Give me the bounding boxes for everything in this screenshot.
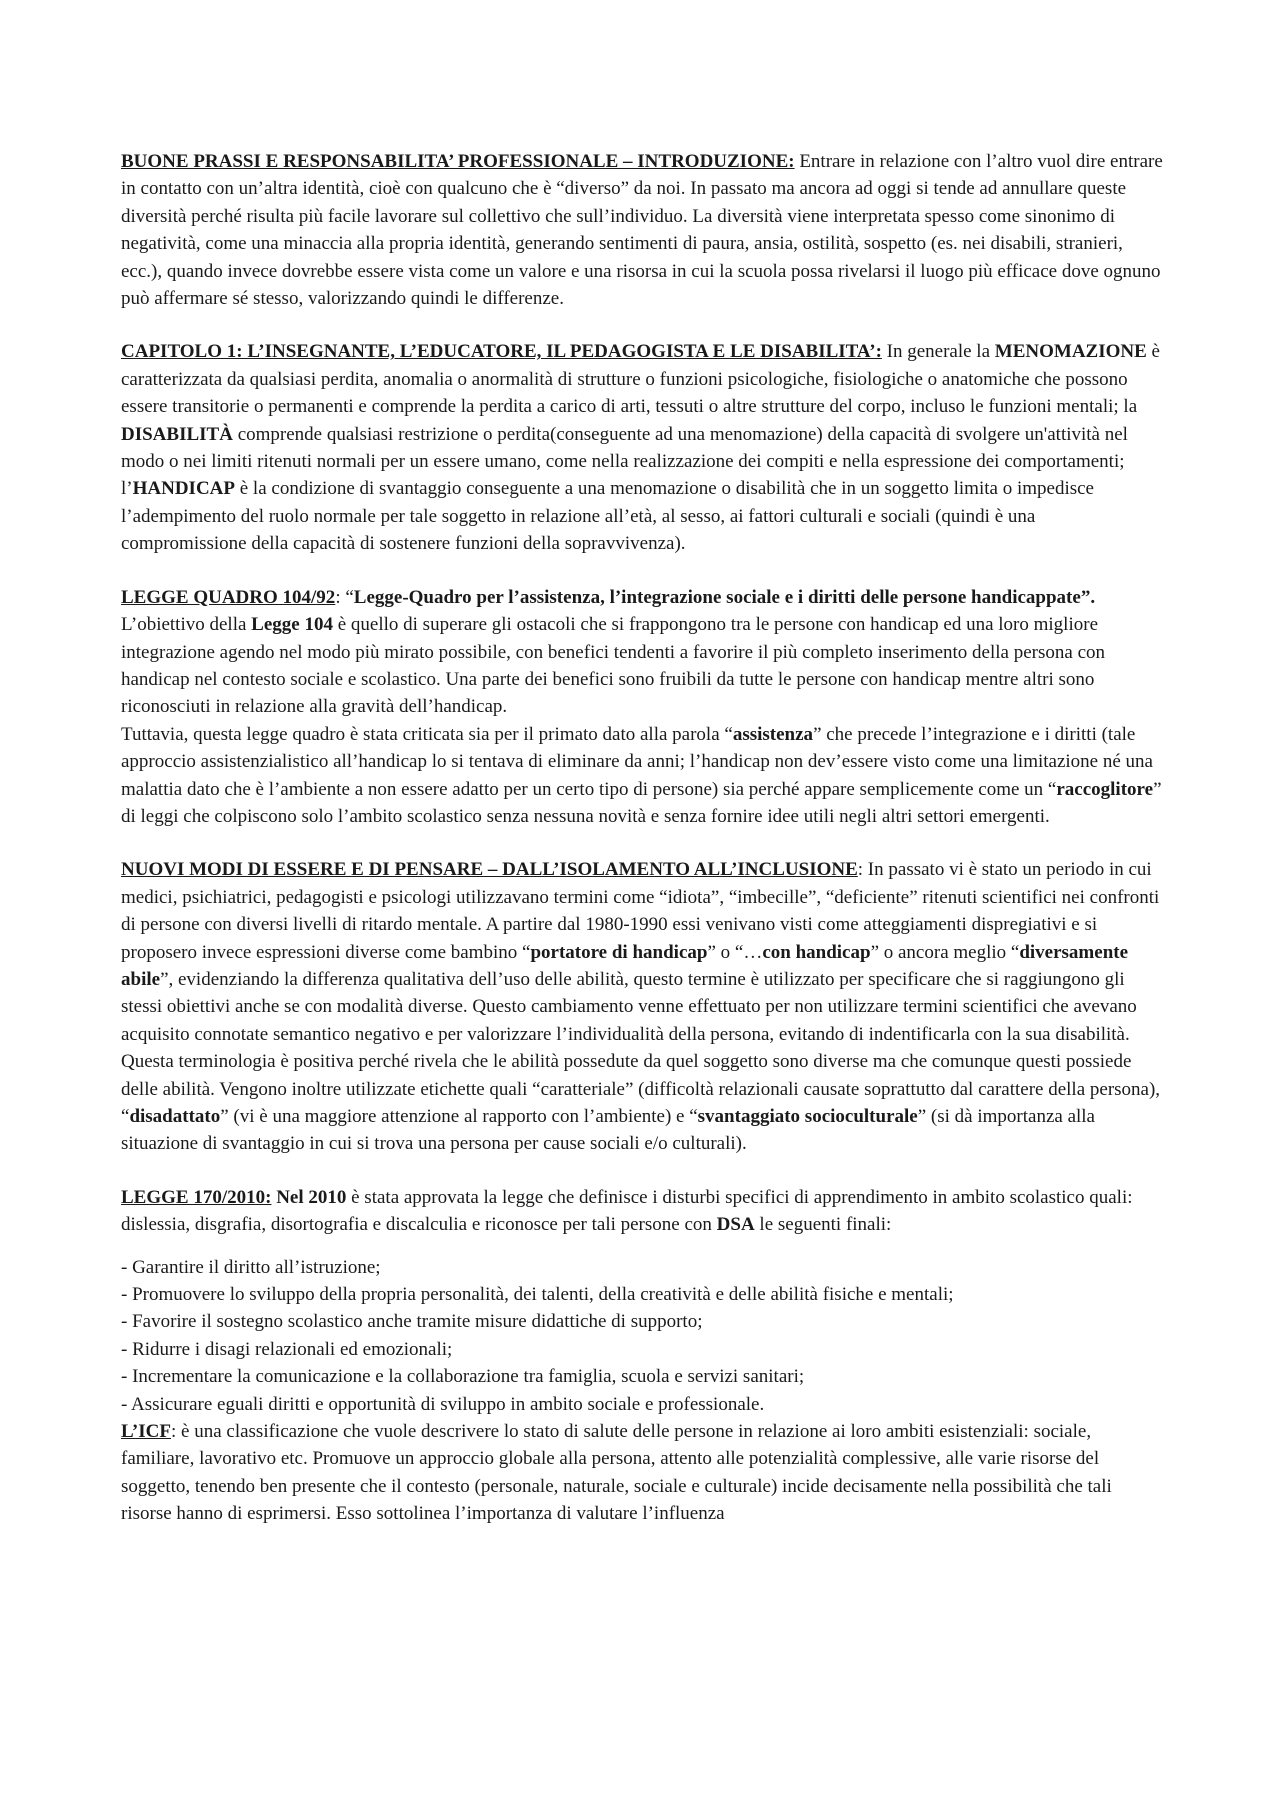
bold-term-dsa: DSA — [716, 1214, 755, 1236]
section-heading-introduzione: BUONE PRASSI E RESPONSABILITA’ PROFESSIONALE – INTRODUZIONE: — [121, 151, 795, 172]
paragraph-text: Tuttavia, questa legge quadro è stata criticata sia per il primato dato alla parola “ — [121, 723, 733, 745]
bold-term-con-handicap: con handicap — [762, 941, 871, 963]
bold-title-legge-quadro: Legge-Quadro per l’assistenza, l’integrazione sociale e i diritti delle persone handicappate”. — [353, 586, 1096, 608]
legge-170-list — [121, 1254, 1165, 1418]
section-heading-capitolo-1: CAPITOLO 1: L’INSEGNANTE, L’EDUCATORE, IL PEDAGOGISTA E LE DISABILITA’: — [121, 341, 882, 363]
section-heading-icf: L’ICF — [121, 1421, 171, 1443]
list-item: - Promuovere lo sviluppo della propria personalità, dei talenti, della creatività e delle abilità fisiche e mentali; — [121, 1284, 954, 1306]
paragraph-text: ” (vi è una maggiore attenzione al rapporto con l’ambiente) e “ — [220, 1106, 698, 1127]
paragraph-nuovi-modi — [121, 856, 1165, 1157]
list-item: - Ridurre i disagi relazionali ed emozionali; — [121, 1338, 453, 1360]
paragraph-legge-170 — [121, 1184, 1165, 1239]
paragraph-text: è quello di superare gli ostacoli che si frappongono tra le persone con handicap ed una loro migliore integrazione agendo nel modo più mirato possibile, con benefici tendenti a favorire il più completo inserimento della persona con handicap nel contesto sociale e scolastico. Una parte dei benefici sono fruibili da tutte le persone con handicap mentre altri sono riconosciuti in relazione alla gravità dell’handicap. — [121, 614, 1106, 718]
paragraph-text: comprende qualsiasi restrizione o perdita(conseguente ad una menomazione) della capacità di svolgere un'attività nel modo o nei limiti ritenuti normali per un essere umano, come nella realizzazione dei compiti e nella espressione dei comportamenti; l’ — [121, 423, 1128, 500]
paragraph-text: è la condizione di svantaggio conseguente a una menomazione o disabilità che in un soggetto limita o impedisce l’adempimento del ruolo normale per tale soggetto in relazione all’età, al sesso, ai fattori culturali e sociali (quindi è una compromissione della capacità di sostenere funzioni della sopravvivenza). — [121, 478, 1094, 555]
paragraph-text: ” che precede l’integrazione e i diritti (tale approccio assistenzialistico all’handicap lo si tentava di eliminare da anni; l’handicap non dev’essere visto come una limitazione né una malattia dato che è l’ambiente a non essere adatto per un certo tipo di persone) sia perché appare semplicemente come un “ — [121, 723, 1153, 800]
bold-term-nel-2010: Nel 2010 — [271, 1186, 347, 1208]
bold-term-assistenza: assistenza — [732, 723, 814, 745]
paragraph-legge-104 — [121, 584, 1165, 721]
paragraph-text: : “ — [335, 586, 354, 608]
bold-term-handicap: HANDICAP — [132, 478, 235, 500]
paragraph-text: le seguenti finali: — [754, 1214, 892, 1236]
paragraph-text: In generale la — [881, 341, 995, 363]
paragraph-capitolo-1 — [121, 338, 1165, 557]
bold-term-legge-104: Legge 104 — [251, 614, 333, 636]
section-heading-legge-104: LEGGE QUADRO 104/92 — [121, 586, 336, 608]
bold-term-portatore-di-handicap: portatore di handicap — [530, 941, 708, 963]
paragraph-text: L’obiettivo della — [121, 614, 252, 636]
section-heading-nuovi-modi: NUOVI MODI DI ESSERE E DI PENSARE – DALL’ISOLAMENTO ALL’INCLUSIONE — [121, 859, 858, 881]
paragraph-icf — [121, 1418, 1165, 1528]
section-heading-legge-170: LEGGE 170/2010: — [121, 1186, 272, 1208]
list-item: - Favorire il sostegno scolastico anche tramite misure didattiche di supporto; — [121, 1311, 703, 1333]
list-item: - Garantire il diritto all’istruzione; — [121, 1256, 381, 1278]
bold-term-raccoglitore: raccoglitore — [1056, 778, 1154, 800]
paragraph-legge-104-critica — [121, 721, 1165, 831]
document-page — [121, 148, 1165, 1528]
list-item: - Assicurare eguali diritti e opportunità di sviluppo in ambito sociale e professionale. — [121, 1393, 765, 1415]
paragraph-text: è caratterizzata da qualsiasi perdita, anomalia o anormalità di strutture o funzioni psicologiche, fisiologiche o anatomiche che possono essere transitorie o permanenti e comprende la perdita a carico di arti, tessuti o altre strutture del corpo, incluso le funzioni mentali; la — [121, 341, 1160, 418]
paragraph-text: ”, evidenziando la differenza qualitativa dell’uso delle abilità, questo termine è utilizzato per specificare che si raggiungono gli stessi obiettivi anche se con modalità diverse. Questo cambiamento venne effettuato per non utilizzare termini scientifici che avevano acquisito connotate semantico negativo e per valorizzare l’individualità della persona, evitando di indentificarla con la sua disabilità. Questa terminologia è positiva perché rivela che le abilità possedute da quel soggetto sono diverse ma che comunque questi possiede delle abilità. Vengono inoltre utilizzate etichette quali “caratteriale” (difficoltà relazionali causate soprattutto dal carattere della persona), “ — [121, 968, 1161, 1127]
paragraph-text: ” o ancora meglio “ — [870, 941, 1020, 963]
paragraph-text: ” o “… — [707, 941, 763, 963]
paragraph-text: ” di leggi che colpiscono solo l’ambito scolastico senza nessuna novità e senza fornire idee utili negli altri settori emergenti. — [121, 778, 1162, 827]
paragraph-text: è stata approvata la legge che definisce i disturbi specifici di apprendimento in ambito scolastico quali: dislessia, disgrafia, disortografia e discalculia e riconosce per tali persone con — [121, 1186, 1133, 1236]
paragraph-text: : è una classificazione che vuole descrivere lo stato di salute delle persone in relazione ai loro ambiti esistenziali: sociale, familiare, lavorativo etc. Promuove un approccio globale alla persona, attento alle potenzialità complessive, alle varie risorse del soggetto, tenendo ben presente che il contesto (personale, naturale, sociale e culturale) incide decisamente nella possibilità che tali risorse hanno di esprimersi. Esso sottolinea l’importanza di valutare l’influenza — [121, 1421, 1112, 1525]
list-item: - Incrementare la comunicazione e la collaborazione tra famiglia, scuola e servizi sanitari; — [121, 1366, 805, 1388]
paragraph-text: : In passato vi è stato un periodo in cui medici, psichiatrici, pedagogisti e psicologi utilizzavano termini come “idiota”, “imbecille”, “deficiente” ritenuti scientifici nei confronti di persone con diversi livelli di ritardo mentale. A partire dal 1980-1990 essi venivano visti come atteggiamenti dispregiativi e si proposero invece espressioni diverse come bambino “ — [121, 859, 1160, 963]
bold-term-diversamente-abile: diversamente abile — [121, 941, 1129, 990]
bold-term-menomazione: MENOMAZIONE — [994, 341, 1147, 363]
paragraph-text: ” (si dà importanza alla situazione di svantaggio in cui si trova una persona per cause sociali e/o culturali). — [121, 1106, 1095, 1155]
paragraph-introduzione — [121, 148, 1165, 312]
bold-term-disabilita: DISABILITÀ — [121, 423, 233, 445]
paragraph-text: Entrare in relazione con l’altro vuol dire entrare in contatto con un’altra identità, cioè con qualcuno che è “diverso” da noi. In passato ma ancora ad oggi si tende ad annullare queste diversità perché risulta più facile lavorare sul collettivo che sull’individuo. La diversità viene interpretata spesso come sinonimo di negatività, come una minaccia alla propria identità, generando sentimenti di paura, ansia, ostilità, sospetto (es. nei disabili, stranieri, ecc.), quando invece dovrebbe essere vista come un valore e una risorsa in cui la scuola possa rivelarsi il luogo più efficace dove ognuno può affermare sé stesso, valorizzando quindi le differenze. — [121, 151, 1163, 310]
bold-term-svantaggiato-socioculturale: svantaggiato socioculturale — [697, 1106, 918, 1127]
bold-term-disadattato: disadattato — [129, 1106, 221, 1127]
